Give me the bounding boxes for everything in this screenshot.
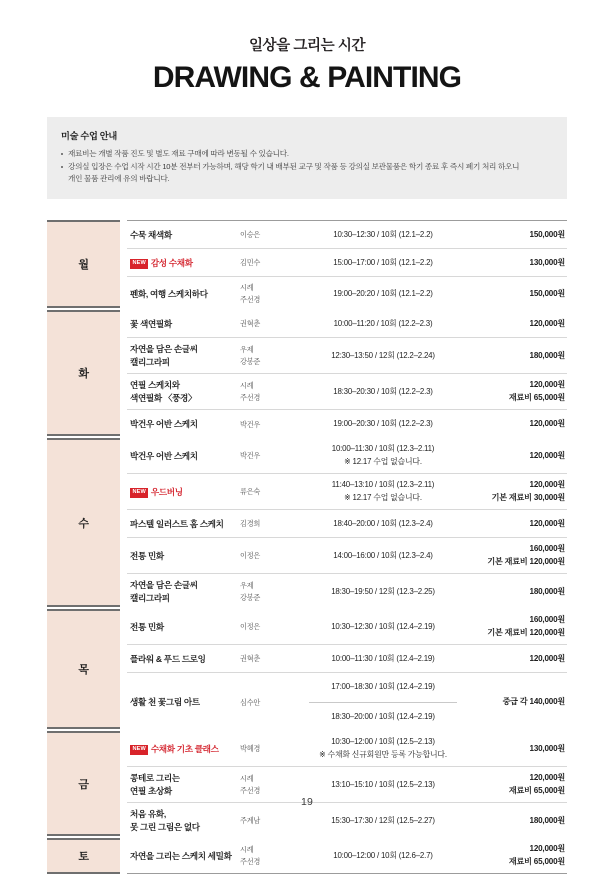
instructor-line1: 주계남	[240, 816, 261, 826]
course-tuition: 130,000원	[529, 257, 565, 267]
course-title-text: 수채화 기초 클래스	[150, 743, 219, 754]
instructor-name	[237, 731, 309, 766]
course-row[interactable]	[127, 673, 567, 731]
course-row[interactable]	[127, 249, 567, 277]
course-schedule-time: 15:30–17:30 / 12회 (12.5–2.27)	[331, 815, 435, 825]
course-schedule-time: 18:30–20:30 / 10회 (12.2–2.3)	[333, 386, 433, 396]
course-title	[127, 410, 237, 438]
instructor-name	[237, 277, 309, 310]
course-row[interactable]	[127, 338, 567, 374]
course-schedule	[309, 221, 457, 248]
course-tuition: 120,000원	[529, 844, 565, 854]
schedule-table	[47, 220, 567, 874]
course-tuition: 160,000원	[529, 615, 565, 625]
instructor-line1: 시례	[240, 381, 254, 391]
course-schedule	[309, 838, 457, 873]
instructor-name	[237, 803, 309, 838]
course-title-line2: 캘리그라피	[130, 592, 170, 603]
course-schedule-slot1: 17:00–18:30 / 10회 (12.4–2.19)	[331, 682, 435, 692]
course-tuition: 120,000원	[529, 518, 565, 528]
course-schedule-time: 14:00–16:00 / 10회 (12.3–2.4)	[333, 550, 433, 560]
course-schedule-time: 12:30–13:50 / 12회 (12.2–2.24)	[331, 350, 435, 360]
course-schedule	[309, 374, 457, 409]
course-price	[457, 574, 567, 609]
instructor-name	[237, 673, 309, 731]
course-schedule-slot2: 18:30–20:00 / 10회 (12.4–2.19)	[309, 702, 457, 731]
day-label-화: 화	[47, 310, 120, 436]
course-tuition: 160,000원	[529, 544, 565, 554]
course-schedule	[309, 803, 457, 838]
course-row[interactable]	[127, 803, 567, 838]
course-schedule-note: ※ 수채화 신규회원만 등록 가능합니다.	[319, 749, 447, 759]
day-label-토: 토	[47, 838, 120, 874]
instructor-line1: 시례	[240, 774, 254, 784]
instructor-line1: 이승은	[240, 230, 261, 240]
course-title	[127, 277, 237, 310]
instructor-line1: 박건우	[240, 451, 261, 460]
instructor-line1: 권혁춘	[240, 654, 261, 664]
course-material-fee: 기본 재료비 30,000원	[491, 492, 565, 502]
day-rows	[127, 609, 567, 731]
course-schedule-note: ※ 12.17 수업 없습니다.	[344, 492, 422, 502]
course-title-line2: 캘리그라피	[130, 356, 170, 367]
course-row[interactable]	[127, 538, 567, 574]
course-title-line1: 연필 스케치와	[130, 380, 180, 391]
course-price	[457, 438, 567, 473]
course-title	[127, 374, 237, 409]
instructor-name	[237, 221, 309, 248]
instructor-line1: 박혜경	[240, 744, 261, 754]
notice-item-text-cont: 개인 물품 관리에 유의 바랍니다.	[68, 174, 170, 184]
instructor-line2: 주선경	[240, 294, 261, 304]
course-price	[457, 731, 567, 766]
course-schedule	[309, 645, 457, 672]
course-title-line1: 박건우 어반 스케치	[130, 450, 198, 461]
course-schedule	[309, 249, 457, 276]
course-schedule-time: 19:00–20:30 / 10회 (12.2–2.3)	[333, 419, 433, 429]
instructor-line1: 심수안	[240, 697, 261, 707]
course-tuition: 180,000원	[529, 586, 565, 596]
page-subtitle: 일상을 그리는 시간	[248, 38, 366, 54]
day-rows	[127, 310, 567, 438]
course-title	[127, 609, 237, 644]
course-schedule	[309, 410, 457, 438]
course-title-text: 감성 수채화	[150, 257, 193, 268]
instructor-name	[237, 574, 309, 609]
course-price	[457, 277, 567, 310]
instructor-name	[237, 438, 309, 473]
course-title-line1: 박건우 어반 스케치	[130, 419, 198, 430]
instructor-name	[237, 645, 309, 672]
course-tuition: 120,000원	[529, 480, 565, 490]
course-title	[127, 645, 237, 672]
notice-list	[61, 148, 553, 185]
page-title: DRAWING & PAINTING	[152, 61, 462, 95]
course-tuition: 180,000원	[529, 815, 565, 825]
course-title-line2: 연필 초상화	[130, 785, 172, 796]
course-tuition: 120,000원	[529, 653, 565, 663]
course-row[interactable]	[127, 221, 567, 249]
course-schedule	[309, 538, 457, 573]
course-tuition: 120,000원	[529, 318, 565, 328]
course-row[interactable]	[127, 838, 567, 873]
course-title-line1: 콩테로 그리는	[130, 773, 180, 784]
course-schedule	[309, 609, 457, 644]
course-title-line1: 전통 민화	[130, 621, 164, 632]
course-title	[127, 310, 237, 337]
instructor-line1: 권혁춘	[240, 319, 261, 329]
day-rows	[127, 220, 567, 310]
course-title	[127, 474, 237, 509]
course-tuition: 150,000원	[529, 229, 565, 239]
course-tuition: 180,000원	[529, 350, 565, 360]
course-price	[457, 803, 567, 838]
course-tuition: 130,000원	[529, 743, 565, 753]
instructor-line1: 우제	[240, 581, 254, 591]
instructor-line1: 이정은	[240, 551, 261, 561]
course-schedule-time: 10:00–12:00 / 10회 (12.6–2.7)	[333, 850, 433, 860]
notice-item	[61, 148, 553, 160]
instructor-line2: 주선경	[240, 392, 261, 402]
course-price	[457, 338, 567, 373]
instructor-name	[237, 249, 309, 276]
day-label-금: 금	[47, 731, 120, 836]
course-schedule-time: 19:00–20:20 / 10회 (12.1–2.2)	[333, 288, 433, 298]
course-title-line2: 못 그린 그림은 없다	[130, 821, 200, 832]
course-title-line1: 꽃 색연필화	[130, 318, 172, 329]
notice-item-text: 재료비는 개별 작품 진도 및 별도 재료 구매에 따라 변동될 수 있습니다.	[68, 148, 289, 158]
course-title-line1: 전통 민화	[130, 550, 164, 561]
course-schedule-time: 10:30–12:30 / 10회 (12.1–2.2)	[333, 229, 433, 239]
course-schedule-time: 15:00–17:00 / 10회 (12.1–2.2)	[333, 257, 433, 267]
course-price	[457, 310, 567, 337]
course-row[interactable]	[127, 410, 567, 438]
course-title-line1: 자연을 담은 손글씨	[130, 580, 198, 591]
course-tuition: 120,000원	[529, 380, 565, 390]
course-schedule	[309, 574, 457, 609]
course-price	[457, 249, 567, 276]
course-tuition: 150,000원	[529, 288, 565, 298]
instructor-line1: 시례	[240, 845, 254, 855]
course-price	[457, 374, 567, 409]
course-price	[457, 538, 567, 573]
course-title	[127, 338, 237, 373]
course-material-fee: 재료비 65,000원	[508, 856, 565, 866]
instructor-name	[237, 374, 309, 409]
course-row[interactable]	[127, 731, 567, 767]
course-row[interactable]	[127, 574, 567, 609]
course-title-line1: 자연을 담은 손글씨	[130, 344, 198, 355]
course-title-text: 우드버닝	[150, 486, 183, 497]
course-schedule-time: 10:00–11:30 / 10회 (12.4–2.19)	[331, 653, 435, 663]
course-title-line1: 수묵 채색화	[130, 229, 172, 240]
course-schedule	[309, 731, 457, 766]
course-row[interactable]	[127, 510, 567, 538]
course-price	[457, 838, 567, 873]
course-price	[457, 474, 567, 509]
course-schedule-note: ※ 12.17 수업 없습니다.	[344, 456, 422, 466]
course-title	[127, 803, 237, 838]
course-row[interactable]	[127, 277, 567, 310]
day-group	[47, 838, 567, 874]
day-label-월: 월	[47, 220, 120, 308]
course-schedule	[309, 510, 457, 537]
course-tuition: 120,000원	[529, 419, 565, 429]
course-row[interactable]	[127, 310, 567, 338]
notice-box	[47, 117, 567, 199]
instructor-line1: 이정은	[240, 622, 261, 632]
course-schedule	[309, 338, 457, 373]
course-title	[127, 838, 237, 873]
course-title-line1	[130, 257, 233, 269]
course-schedule	[309, 438, 457, 473]
day-label-수: 수	[47, 438, 120, 607]
instructor-line1: 김경희	[240, 519, 261, 529]
course-schedule-time: 10:00–11:30 / 10회 (12.3–2.11)	[331, 444, 435, 454]
course-title-line2: 색연필화 〈풍경〉	[130, 392, 197, 403]
day-rows	[127, 438, 567, 609]
new-badge: NEW	[130, 259, 148, 268]
course-tuition: 중급 각 140,000원	[502, 697, 565, 707]
instructor-line1: 김민수	[240, 258, 261, 268]
course-schedule	[309, 474, 457, 509]
course-title	[127, 731, 237, 766]
course-title	[127, 538, 237, 573]
instructor-line2: 주선경	[240, 785, 261, 795]
day-group	[47, 731, 567, 838]
course-price	[457, 645, 567, 672]
day-group	[47, 609, 567, 731]
course-title-line1: 생활 천 꽃그림 아트	[130, 697, 200, 708]
instructor-line1: 박건우	[240, 419, 261, 429]
course-material-fee: 재료비 65,000원	[508, 785, 565, 795]
day-rows	[127, 731, 567, 838]
new-badge: NEW	[130, 488, 148, 497]
instructor-line1: 류은숙	[240, 487, 261, 497]
course-title	[127, 673, 237, 731]
course-title-line1: 자연을 그리는 스케치 세밀화	[130, 850, 232, 861]
instructor-line1: 시례	[240, 283, 254, 293]
course-title-line1	[130, 486, 233, 498]
instructor-name	[237, 474, 309, 509]
course-schedule-time: 10:30–12:30 / 10회 (12.4–2.19)	[331, 621, 435, 631]
course-title	[127, 221, 237, 248]
course-row[interactable]	[127, 645, 567, 673]
day-group	[47, 220, 567, 310]
instructor-line2: 주선경	[240, 856, 261, 866]
day-label-목: 목	[47, 609, 120, 729]
course-schedule	[309, 673, 457, 731]
course-schedule-time: 10:30–12:00 / 10회 (12.5–2.13)	[331, 737, 435, 747]
course-title-line1: 펜화, 여행 스케치하다	[130, 288, 208, 299]
course-title-line1: 파스텔 일러스트 홈 스케치	[130, 518, 224, 529]
course-title-line1: 플라워 & 푸드 드로잉	[130, 653, 206, 664]
course-price	[457, 510, 567, 537]
course-material-fee: 재료비 65,000원	[508, 392, 565, 402]
course-schedule-time: 13:10–15:10 / 10회 (12.5–2.13)	[331, 779, 435, 789]
day-group	[47, 438, 567, 609]
notice-item-text: 강의실 입장은 수업 시작 시간 10분 전부터 가능하며, 해당 학기 내 배부된 교구 및 작품 등 강의실 보관물품은 학기 종료 후 즉시 폐기 처리 하오니	[68, 162, 520, 172]
course-title	[127, 249, 237, 276]
course-schedule-time: 11:40–13:10 / 10회 (12.3–2.11)	[331, 480, 435, 490]
course-schedule-time: 18:40–20:00 / 10회 (12.3–2.4)	[333, 518, 433, 528]
course-row[interactable]	[127, 609, 567, 645]
course-title-line1	[130, 743, 233, 755]
course-tuition: 120,000원	[529, 450, 565, 460]
course-price	[457, 609, 567, 644]
instructor-name	[237, 838, 309, 873]
day-group	[47, 310, 567, 438]
course-schedule	[309, 277, 457, 310]
course-price	[457, 410, 567, 438]
course-material-fee: 기본 재료비 120,000원	[487, 556, 565, 566]
page-header	[0, 0, 614, 95]
instructor-line2: 강봉준	[240, 356, 261, 366]
new-badge: NEW	[130, 745, 148, 754]
instructor-line2: 강봉준	[240, 592, 261, 602]
instructor-line1: 우제	[240, 345, 254, 355]
course-title-line1: 처음 유화,	[130, 809, 166, 820]
notice-item	[61, 161, 553, 185]
course-price	[457, 221, 567, 248]
day-rows	[127, 838, 567, 874]
course-title	[127, 438, 237, 473]
course-title	[127, 574, 237, 609]
instructor-name	[237, 609, 309, 644]
course-schedule-time: 18:30–19:50 / 12회 (12.3–2.25)	[331, 586, 435, 596]
course-material-fee: 기본 재료비 120,000원	[487, 627, 565, 637]
course-title	[127, 510, 237, 537]
course-schedule	[309, 310, 457, 337]
instructor-name	[237, 538, 309, 573]
course-schedule-time: 10:00–11:20 / 10회 (12.2–2.3)	[333, 318, 433, 328]
instructor-name	[237, 510, 309, 537]
instructor-name	[237, 410, 309, 438]
page-number: 19	[300, 796, 314, 808]
course-tuition: 120,000원	[529, 773, 565, 783]
course-price	[457, 673, 567, 731]
notice-title: 미술 수업 안내	[61, 130, 117, 141]
instructor-name	[237, 338, 309, 373]
instructor-name	[237, 310, 309, 337]
course-row[interactable]	[127, 438, 567, 474]
course-row[interactable]	[127, 374, 567, 410]
course-row[interactable]	[127, 474, 567, 510]
